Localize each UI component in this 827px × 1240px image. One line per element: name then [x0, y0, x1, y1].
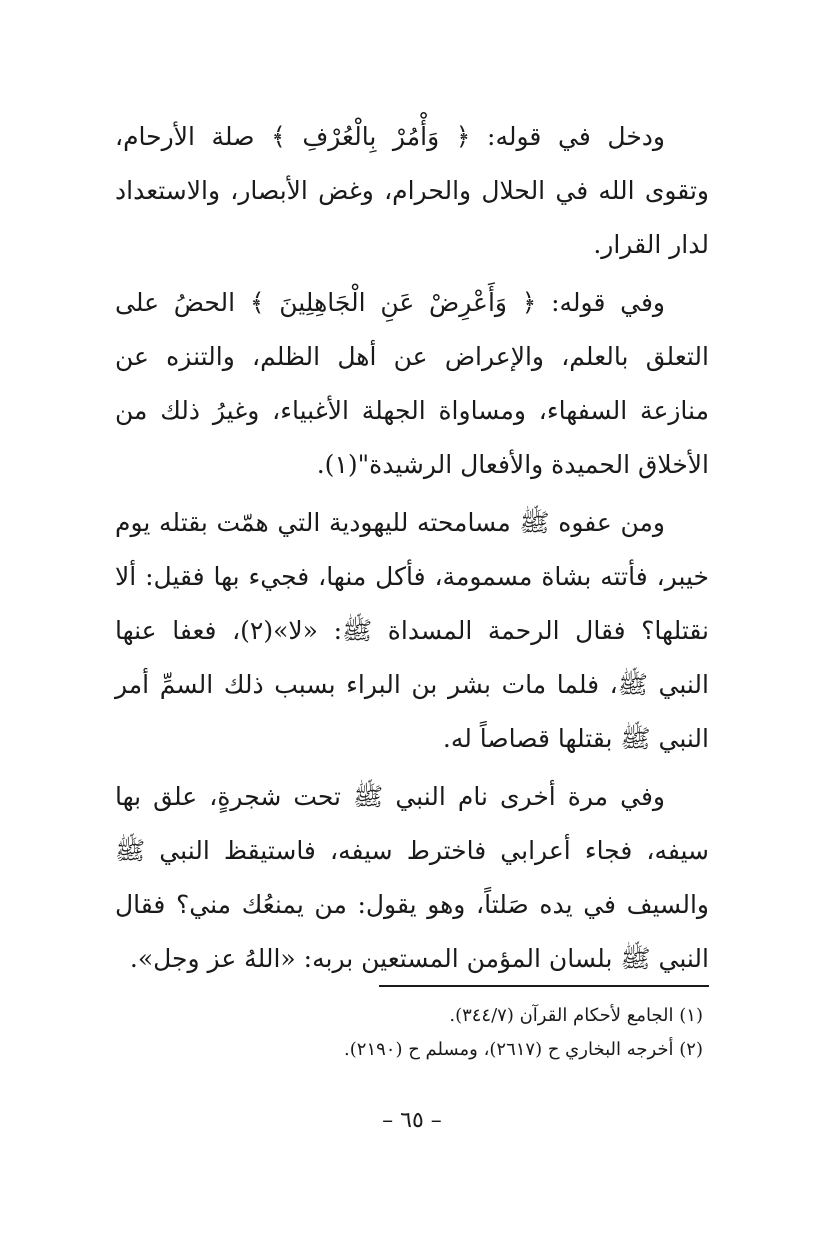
- main-text: [115, 110, 709, 986]
- paragraph: وفي مرة أخرى نام النبي ﷺ تحت شجرةٍ، علق بها سيفه، فجاء أعرابي فاخترط سيفه، فاستيقظ النبي ﷺ والسيف في يده صَلتاً، وهو يقول: من يمنعُك مني؟ فقال النبي ﷺ بلسان المؤمن المستعين بربه: «اللهُ عز وجل».: [115, 782, 709, 973]
- footnote: (١) الجامع لأحكام القرآن (٣٤٤/٧).: [449, 1005, 703, 1026]
- paragraph: ودخل في قوله: ﴿ وَأْمُرْ بِالْعُرْفِ ﴾ صلة الأرحام، وتقوى الله في الحلال والحرام، وغض الأبصار، والاستعداد لدار القرار.: [115, 122, 709, 259]
- page-number: – ٦٥ –: [382, 1108, 442, 1133]
- footnotes: [115, 999, 709, 1067]
- book-page: [115, 110, 709, 1190]
- footnote-divider: [379, 985, 709, 987]
- paragraph: ومن عفوه ﷺ مسامحته لليهودية التي همّت بقتله يوم خيبر، فأتته بشاة مسمومة، فأكل منها، فجيء بها فقيل: ألا نقتلها؟ فقال الرحمة المسداة ﷺ: «لا»(٢)، فعفا عنها النبي ﷺ، فلما مات بشر بن البراء بسبب ذلك السمِّ أمر النبي ﷺ بقتلها قصاصاً له.: [115, 508, 709, 753]
- footnote: (٢) أخرجه البخاري ح (٢٦١٧)، ومسلم ح (٢١٩٠).: [344, 1039, 703, 1060]
- paragraph: وفي قوله: ﴿ وَأَعْرِضْ عَنِ الْجَاهِلِينَ ﴾ الحضُ على التعلق بالعلم، والإعراض عن أهل الظلم، والتنزه عن منازعة السفهاء، ومساواة الجهلة الأغبياء، وغيرُ ذلك من الأخلاق الحميدة والأفعال الرشيدة"(١).: [115, 288, 709, 479]
